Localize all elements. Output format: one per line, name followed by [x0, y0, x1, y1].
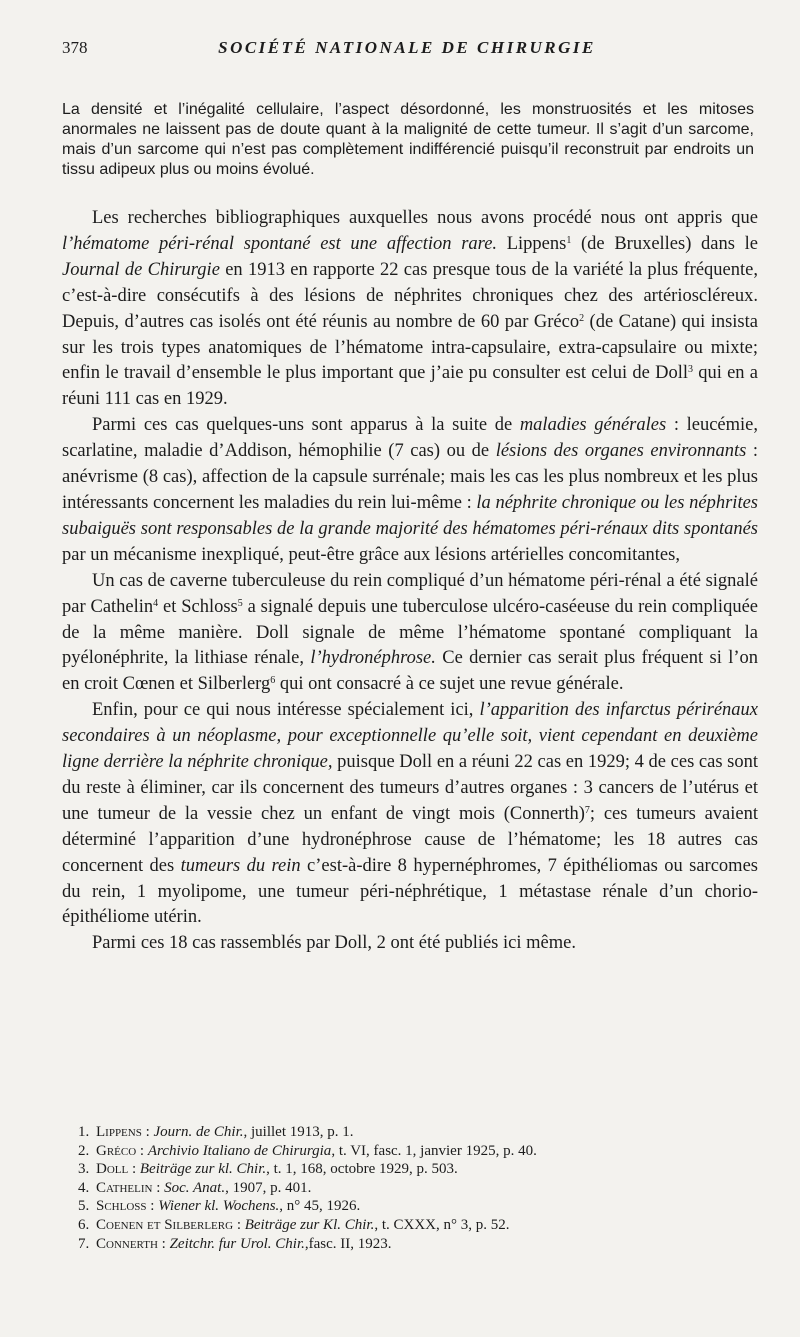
- emphasis-span: l’hématome péri-rénal spontané est une affection rare.: [62, 233, 498, 254]
- footnote-number: 3.: [78, 1161, 90, 1178]
- footnote-item: [78, 1179, 758, 1198]
- emphasis-span: tumeurs du rein: [180, 855, 301, 876]
- emphasis-span: la néphrite chronique ou les néphrites subaiguës sont responsables de la grande majorité des hématomes péri-rénaux dits spontanés: [62, 492, 758, 539]
- footnote-number: 6.: [78, 1216, 90, 1233]
- footnote-author: Gréco: [96, 1142, 137, 1159]
- text-span: : anévrisme (8 cas), affection de la capsule surrénale; mais les cas les plus nombreux et les plus intéressants concernent les maladies du rein lui-même :: [62, 441, 759, 513]
- footnote-ref: 5: [237, 597, 243, 609]
- paragraph-bibliography: [62, 206, 758, 413]
- footnote-separator: :: [152, 1179, 165, 1196]
- footnote-details: , juillet 1913, p. 1.: [243, 1124, 354, 1140]
- footnote-details: , 1907, p. 401.: [225, 1179, 312, 1196]
- text-span: qui en a réuni 111 cas en 1929.: [62, 363, 758, 410]
- text-span: c’est-à-dire 8 hypernéphromes, 7 épithéliomas ou sarcomes du rein, 1 myolipome, une tumeur péri-néphrétique, 1 métastase rénale d’un chorio-épithéliome utérin.: [62, 855, 758, 928]
- footnote-source: Soc. Anat.: [164, 1179, 226, 1196]
- main-text: [62, 206, 758, 957]
- footnote-details: , t. VI, fasc. 1, janvier 1925, p. 40.: [331, 1142, 537, 1159]
- footnote-separator: :: [141, 1124, 154, 1140]
- footnote-ref: 7: [584, 804, 590, 816]
- footnote-source: Beiträge zur Kl. Chir.: [244, 1216, 375, 1233]
- text-span: (de Catane) qui insista sur les trois types anatomiques de l’hématome intra-capsulaire, extra-capsulaire ou mixte; enfin le travail d’ensemble le plus important que j’aie pu consulter est celui de Doll: [62, 311, 758, 384]
- text-span: Un cas de caverne tuberculeuse du rein compliqué d’un hématome péri-rénal a été signalé par Cathelin: [62, 570, 758, 617]
- emphasis-span: l’apparition des infarctus périrénaux secondaires à un néoplasme, pour exceptionnelle qu’elle soit, vient cependant en deuxième ligne derrière la néphrite chronique,: [62, 700, 758, 773]
- footnote-number: 1.: [78, 1124, 90, 1140]
- footnote-separator: :: [128, 1161, 140, 1178]
- footnote-item: [78, 1235, 758, 1254]
- footnote-source: Wiener kl. Wochens.: [158, 1198, 280, 1215]
- footnote-number: 7.: [78, 1235, 90, 1252]
- footnote-separator: :: [157, 1235, 170, 1252]
- footnote-item: [78, 1123, 758, 1142]
- text-span: : leucémie, scarlatine, maladie d’Addison, hémophilie (7 cas) ou de: [62, 415, 758, 462]
- footnote-author: Schloss: [96, 1198, 147, 1215]
- paragraph-tuberculosis: [62, 569, 758, 699]
- page-number: 378: [62, 38, 88, 57]
- footnote-author: Cathelin: [96, 1179, 153, 1196]
- running-title: SOCIÉTÉ NATIONALE DE CHIRURGIE: [218, 38, 596, 57]
- emphasis-span: lésions des organes environnants: [495, 441, 747, 462]
- footnote-separator: :: [136, 1142, 148, 1159]
- footnote-details: , t. 1, 168, octobre 1929, p. 503.: [266, 1161, 458, 1178]
- footnote-source: Zeitchr. fur Urol. Chir.: [169, 1235, 305, 1252]
- footnote-details: ,fasc. II, 1923.: [304, 1235, 392, 1252]
- footnote-number: 5.: [78, 1198, 90, 1215]
- footnote-ref: 3: [687, 364, 693, 376]
- footnote-author: Lippens: [96, 1124, 142, 1140]
- footnote-source: Archivio Italiano de Chirurgia: [147, 1142, 332, 1159]
- footnote-details: , n° 45, 1926.: [279, 1198, 361, 1215]
- footnote-separator: :: [233, 1216, 245, 1233]
- text-span: (de Bruxelles) dans le: [571, 233, 759, 254]
- text-span: Ce dernier cas serait plus fréquent si l’on en croit Cœnen et Silberlerg: [62, 648, 758, 695]
- paragraph-general-diseases: [62, 413, 758, 568]
- footnote-ref: 2: [579, 312, 585, 324]
- footnote-number: 2.: [78, 1142, 90, 1159]
- text-span: puisque Doll en a réuni 22 cas en 1929; 4 de ces cas sont du reste à éliminer, car ils concernent des tumeurs d’autres organes : 3 cancers de l’utérus et une tumeur de la vessie chez un enfant de vingt mois (Connerth): [62, 752, 758, 824]
- footnote-author: Coenen et Silberlerg: [96, 1216, 234, 1233]
- text-span: qui ont consacré à ce sujet une revue générale.: [275, 674, 624, 695]
- text-span: par un mécanisme inexpliqué, peut-être grâce aux lésions artérielles concomitantes,: [62, 544, 680, 565]
- intro-paragraph: La densité et l’inégalité cellulaire, l’aspect désordonné, les monstruosités et les mitoses anormales ne laissent pas de doute quant à la malignité de cette tumeur. Il s’agit d’un sarcome, mais d’un sarcome qui n’est pas complètement indifférencié puisqu’il reconstruit par endroits un tissu adipeux plus ou moins évolué.: [62, 101, 754, 178]
- footnote-source: Beiträge zur kl. Chir.: [139, 1161, 267, 1178]
- emphasis-span: maladies générales: [519, 415, 667, 436]
- footnote-separator: :: [146, 1198, 159, 1215]
- text-span: a signalé depuis une tuberculose ulcéro-caséeuse du rein compliquée de la même manière. Doll signale de même l’hématome spontané compliquant la pyélonéphrite, la lithiase rénale,: [62, 596, 758, 669]
- footnote-item: [78, 1197, 758, 1216]
- text-span: Lippens: [497, 233, 567, 254]
- footnote-author: Connerth: [96, 1235, 158, 1252]
- footnote-item: [78, 1142, 758, 1161]
- footnote-details: , t. CXXX, n° 3, p. 52.: [374, 1216, 510, 1233]
- footnote-ref: 1: [566, 234, 572, 246]
- footnote-ref: 4: [153, 597, 159, 609]
- text-span: Parmi ces 18 cas rassemblés par Doll, 2 ont été publiés ici même.: [92, 933, 576, 954]
- text-span: en 1913 en rapporte 22 cas presque tous de la variété la plus fréquente, c’est-à-dire consécutifs à des lésions de néphrites chroniques chez des artérioscléreux. Depuis, d’autres cas isolés ont été réunis au nombre de 60 par Gréco: [62, 259, 758, 332]
- text-span: et Schloss: [158, 596, 238, 617]
- footnotes-list: [78, 1123, 758, 1253]
- paragraph-conclusion: [62, 931, 758, 957]
- text-span: Les recherches bibliographiques auxquelles nous avons procédé nous ont appris que: [92, 208, 758, 228]
- footnote-ref: 6: [270, 675, 276, 687]
- emphasis-span: Journal de Chirurgie: [62, 259, 220, 280]
- paragraph-neoplasm: [62, 698, 758, 931]
- footnote-item: [78, 1160, 758, 1179]
- footnote-source: Journ. de Chir.: [153, 1124, 244, 1140]
- text-span: ; ces tumeurs avaient déterminé l’apparition d’une hydronéphrose cause de l’hématome; les 18 autres cas concernent des: [62, 803, 759, 876]
- footnote-author: Doll: [96, 1161, 129, 1178]
- text-span: Parmi ces cas quelques-uns sont apparus à la suite de: [92, 415, 520, 436]
- footnote-item: [78, 1216, 758, 1235]
- page-header: [62, 38, 752, 62]
- footnote-number: 4.: [78, 1179, 90, 1196]
- text-span: Enfin, pour ce qui nous intéresse spécialement ici,: [92, 700, 480, 721]
- emphasis-span: l’hydronéphrose.: [310, 648, 436, 669]
